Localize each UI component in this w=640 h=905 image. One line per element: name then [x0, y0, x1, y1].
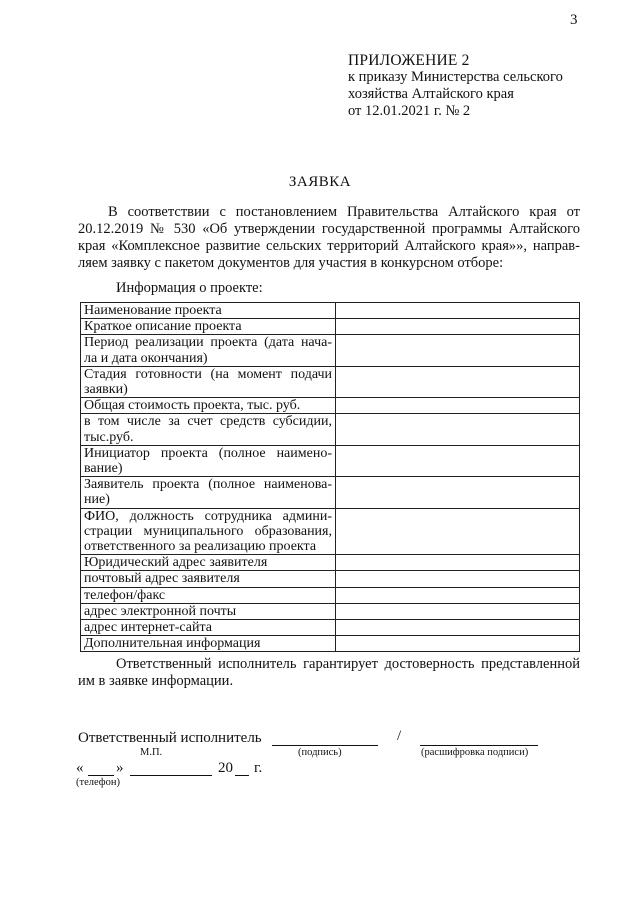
row-label-line: заявки) — [84, 382, 128, 398]
document-title: ЗАЯВКА — [288, 174, 352, 190]
row-label — [81, 366, 336, 397]
project-info-table — [80, 302, 580, 652]
row-value-cell[interactable] — [336, 445, 580, 476]
row-value-cell[interactable] — [336, 508, 580, 555]
row-label-line: ла и дата окончания) — [84, 350, 208, 366]
guarantee-paragraph — [78, 656, 580, 690]
row-label — [81, 603, 336, 619]
date-year-suffix: г. — [254, 760, 263, 776]
appendix-line: к приказу Министерства сельского — [348, 69, 563, 85]
row-value-cell[interactable] — [336, 587, 580, 603]
table-row — [81, 620, 580, 636]
signature-caption: (подпись) — [298, 747, 342, 758]
row-label — [81, 445, 336, 476]
row-label-line: почтовый адрес заявителя — [84, 571, 240, 587]
page-number: 3 — [570, 12, 578, 28]
row-label — [81, 620, 336, 636]
intro-line: ляем заявку с пакетом документов для участия в конкурсном отборе: — [78, 255, 504, 271]
row-label — [81, 414, 336, 445]
row-label-line: вание) — [84, 461, 123, 477]
mp-label: М.П. — [140, 747, 163, 758]
date-day-line[interactable] — [88, 775, 114, 776]
row-value-cell[interactable] — [336, 398, 580, 414]
intro-line: В соответствии с постановлением Правительства Алтайского края от — [108, 204, 580, 220]
row-value-cell[interactable] — [336, 366, 580, 397]
signature-decoding-caption: (расшифровка подписи) — [421, 747, 529, 758]
row-label-line: тыс.руб. — [84, 429, 134, 445]
intro-line: 20.12.2019 № 530 «Об утверждении государственной программы Алтайского — [78, 221, 580, 237]
row-label-line: Инициатор проекта (полное наимено- — [84, 445, 332, 461]
row-label-line: Заявитель проекта (полное наименова- — [84, 477, 332, 493]
table-row — [81, 319, 580, 335]
row-value-cell[interactable] — [336, 571, 580, 587]
phone-caption: (телефон) — [76, 777, 120, 788]
table-row — [81, 636, 580, 652]
table-row — [81, 335, 580, 366]
row-label — [81, 335, 336, 366]
row-value-cell[interactable] — [336, 414, 580, 445]
appendix-heading: ПРИЛОЖЕНИЕ 2 — [348, 52, 470, 69]
signature-decoding-line[interactable] — [420, 745, 538, 746]
row-value-cell[interactable] — [336, 620, 580, 636]
row-label-line: адрес электронной почты — [84, 603, 237, 619]
signature-slash: / — [397, 728, 402, 744]
row-label-line: Наименование проекта — [84, 303, 222, 318]
row-label-line: Период реализации проекта (дата нача- — [84, 335, 332, 351]
row-label-line: Краткое описание проекта — [84, 319, 242, 335]
table-row — [81, 414, 580, 445]
row-label — [81, 571, 336, 587]
row-label-line: адрес интернет-сайта — [84, 620, 213, 636]
intro-line: края «Комплексное развитие сельских территорий Алтайского края»», направ- — [78, 238, 580, 254]
date-year-line[interactable] — [235, 775, 249, 776]
row-label-line: ФИО, должность сотрудника админи- — [84, 508, 332, 524]
table-row — [81, 445, 580, 476]
row-label — [81, 477, 336, 508]
row-label-line: в том числе за счет средств субсидии, — [84, 414, 332, 430]
table-row — [81, 508, 580, 555]
row-value-cell[interactable] — [336, 303, 580, 319]
appendix-line: хозяйства Алтайского края — [348, 86, 514, 102]
date-month-line[interactable] — [130, 775, 212, 776]
row-label-line: Дополнительная информация — [84, 636, 261, 652]
table-row — [81, 366, 580, 397]
guarantee-line: Ответственный исполнитель гарантирует достоверность представленной — [116, 656, 580, 672]
row-label-line: Общая стоимость проекта, тыс. руб. — [84, 398, 301, 414]
row-value-cell[interactable] — [336, 477, 580, 508]
row-value-cell[interactable] — [336, 335, 580, 366]
row-value-cell[interactable] — [336, 603, 580, 619]
row-label — [81, 319, 336, 335]
info-heading: Информация о проекте: — [116, 280, 263, 296]
table-row — [81, 603, 580, 619]
table-row — [81, 398, 580, 414]
table-row — [81, 555, 580, 571]
row-label-line: Стадия готовности (на момент подачи — [84, 366, 332, 382]
row-value-cell[interactable] — [336, 319, 580, 335]
table-row — [81, 477, 580, 508]
date-year-prefix: 20 — [218, 760, 233, 776]
guarantee-line: им в заявке информации. — [78, 673, 234, 689]
signature-label: Ответственный исполнитель — [78, 730, 262, 746]
intro-paragraph — [78, 204, 580, 272]
row-label — [81, 398, 336, 414]
row-label — [81, 303, 336, 319]
appendix-line: от 12.01.2021 г. № 2 — [348, 103, 471, 119]
row-label-line: ответственного за реализацию проекта — [84, 539, 317, 555]
date-open-quote: « — [76, 760, 84, 776]
row-label-line: ние) — [84, 492, 110, 508]
table-row — [81, 587, 580, 603]
appendix-block — [348, 52, 563, 120]
row-value-cell[interactable] — [336, 555, 580, 571]
row-label-line: телефон/факс — [84, 587, 166, 603]
date-close-quote: » — [116, 760, 124, 776]
row-label — [81, 636, 336, 652]
row-label-line: страции муниципального образования, — [84, 523, 332, 539]
table-row — [81, 303, 580, 319]
row-label — [81, 555, 336, 571]
row-label — [81, 508, 336, 555]
signature-line[interactable] — [272, 745, 378, 746]
table-row — [81, 571, 580, 587]
row-label-line: Юридический адрес заявителя — [84, 555, 268, 571]
row-value-cell[interactable] — [336, 636, 580, 652]
row-label — [81, 587, 336, 603]
